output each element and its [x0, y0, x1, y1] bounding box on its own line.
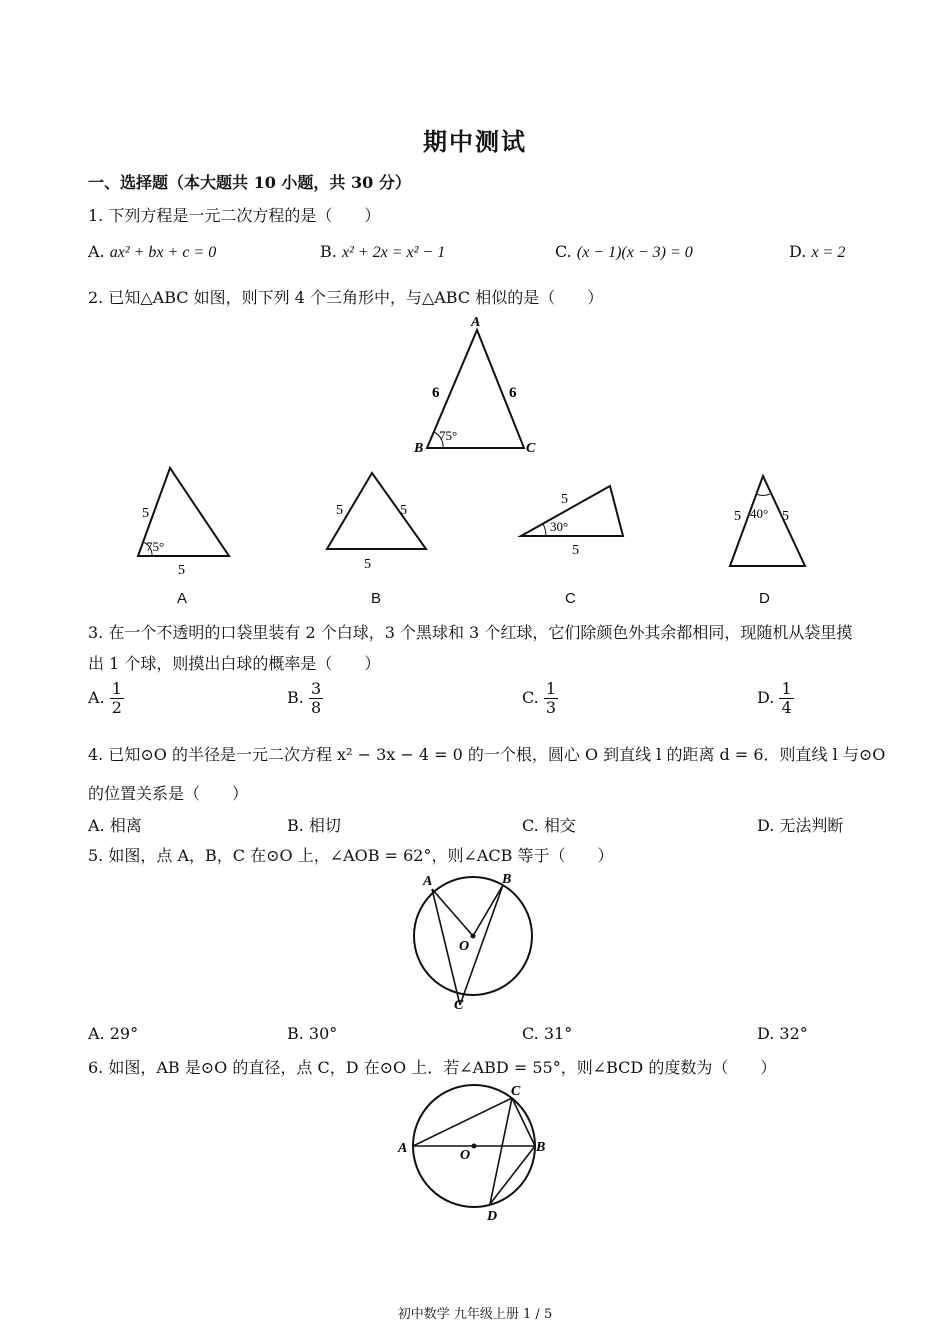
q3-d-numerator: 1: [781, 679, 792, 698]
q3-b-fraction: [309, 680, 323, 717]
q3-option-c[interactable]: [522, 680, 558, 717]
point-c-label: C: [454, 998, 464, 1013]
option-d-shape: [730, 476, 805, 566]
chord-cb: [512, 1098, 535, 1146]
q3-stem-line1: 3. 在一个不透明的口袋里装有 2 个白球，3 个黑球和 3 个红球，它们除颜色外其余都相同，现随机从袋里摸: [88, 623, 853, 642]
q1-option-b[interactable]: [320, 242, 445, 262]
q3-c-fraction: [544, 680, 558, 717]
option-d-side2: 5: [782, 509, 789, 524]
q3-d-fraction: [779, 680, 793, 717]
q1-option-a[interactable]: [88, 242, 216, 262]
q1-stem: 1. 下列方程是一元二次方程的是（ ）: [88, 206, 381, 225]
vertex-a-label: A: [471, 315, 481, 330]
q1-b-prefix: B.: [320, 242, 337, 261]
q5-option-d[interactable]: D. 32°: [757, 1024, 808, 1043]
option-b-side3: 5: [364, 557, 371, 572]
q4-option-b[interactable]: B. 相切: [287, 816, 341, 835]
q4-option-c[interactable]: C. 相交: [522, 816, 576, 835]
q2-caption-d: D: [759, 590, 770, 607]
q1-d-prefix: D.: [789, 242, 807, 261]
option-a-side2: 5: [178, 563, 185, 578]
side-ab-label: 6: [432, 385, 440, 401]
point-o-label: O: [460, 1148, 471, 1163]
q3-c-denominator: 3: [545, 698, 557, 717]
q3-b-prefix: B.: [287, 688, 304, 707]
q2-caption-c: C: [565, 590, 576, 607]
option-c-side1: 5: [561, 492, 568, 507]
page-title: 期中测试: [423, 127, 527, 156]
center-dot: [472, 1144, 477, 1149]
q1-option-d[interactable]: [789, 242, 845, 262]
q3-option-a[interactable]: [88, 680, 124, 717]
option-b-side1: 5: [336, 503, 343, 518]
option-b-side2: 5: [400, 503, 407, 518]
q5-option-c[interactable]: C. 31°: [522, 1024, 573, 1043]
option-c-arc: [543, 524, 546, 536]
q1-a-math: ax² + bx + c = 0: [109, 244, 217, 261]
point-c-label: C: [511, 1084, 521, 1099]
q3-a-fraction: [110, 680, 124, 717]
q4-stem-line1: 4. 已知⊙O 的半径是一元二次方程 x² − 3x − 4 = 0 的一个根，圆心 O 到直线 l 的距离 d = 6．则直线 l 与⊙O: [88, 745, 886, 764]
q1-c-math: (x − 1)(x − 3) = 0: [576, 244, 693, 261]
q6-circle-figure: [395, 1080, 555, 1225]
q3-d-denominator: 4: [781, 698, 792, 717]
q5-option-a[interactable]: A. 29°: [88, 1024, 139, 1043]
q1-a-prefix: A.: [88, 242, 105, 261]
q2-caption-a: A: [177, 590, 188, 607]
point-b-label: B: [502, 872, 512, 887]
q3-option-d[interactable]: [757, 680, 794, 717]
page-footer: 初中数学 九年级上册 1 / 5: [397, 1307, 553, 1322]
q3-b-numerator: 3: [310, 679, 322, 698]
q3-d-prefix: D.: [757, 688, 775, 707]
center-dot: [471, 934, 476, 939]
q3-c-numerator: 1: [545, 679, 557, 698]
option-a-side1: 5: [142, 506, 149, 521]
option-d-arc: [756, 494, 770, 495]
q2-option-a-triangle[interactable]: [130, 462, 240, 582]
q2-option-c-triangle[interactable]: [515, 478, 635, 563]
point-a-label: A: [423, 874, 433, 889]
q5-stem: 5. 如图，点 A，B，C 在⊙O 上，∠AOB = 62°，则∠ACB 等于（ ）: [88, 846, 614, 865]
angle-b-label: 75°: [439, 428, 458, 443]
chord-cd: [490, 1098, 512, 1204]
q3-a-denominator: 2: [111, 698, 122, 717]
q3-a-numerator: 1: [111, 679, 122, 698]
q2-main-triangle: [400, 312, 550, 457]
q3-stem-line2: 出 1 个球，则摸出白球的概率是（ ）: [88, 654, 381, 673]
q3-a-prefix: A.: [88, 688, 105, 707]
q5-circle-figure: [405, 866, 545, 1014]
side-ac-label: 6: [509, 385, 517, 401]
q1-b-math: x² + 2x = x² − 1: [341, 244, 446, 261]
q4-option-d[interactable]: D. 无法判断: [757, 816, 844, 835]
section-heading: 一、选择题（本大题共 10 小题，共 30 分）: [88, 173, 411, 192]
vertex-c-label: C: [526, 441, 536, 456]
option-a-angle: 75°: [146, 539, 165, 554]
option-d-angle: 40°: [750, 506, 769, 521]
point-a-label: A: [398, 1141, 408, 1156]
q5-option-b[interactable]: B. 30°: [287, 1024, 338, 1043]
point-b-label: B: [536, 1140, 546, 1155]
q2-caption-b: B: [371, 590, 382, 607]
option-d-side1: 5: [734, 509, 741, 524]
q3-b-denominator: 8: [310, 698, 322, 717]
q1-d-math: x = 2: [811, 244, 846, 261]
option-c-shape: [521, 486, 623, 536]
q6-stem: 6. 如图，AB 是⊙O 的直径，点 C，D 在⊙O 上．若∠ABD = 55°，则∠BCD 的度数为（ ）: [88, 1058, 777, 1077]
q3-option-b[interactable]: [287, 680, 323, 717]
q2-stem: 2. 已知△ABC 如图，则下列 4 个三角形中，与△ABC 相似的是（ ）: [88, 288, 604, 307]
vertex-b-label: B: [414, 441, 424, 456]
q2-option-d-triangle[interactable]: [725, 470, 815, 575]
option-c-side2: 5: [572, 543, 579, 558]
point-o-label: O: [459, 939, 470, 954]
q1-option-c[interactable]: [555, 242, 693, 262]
q1-c-prefix: C.: [555, 242, 572, 261]
point-d-label: D: [487, 1209, 498, 1224]
q3-c-prefix: C.: [522, 688, 539, 707]
option-c-angle: 30°: [550, 519, 569, 534]
q4-option-a[interactable]: A. 相离: [88, 816, 142, 835]
q4-stem-line2: 的位置关系是（ ）: [88, 784, 249, 803]
q2-option-b-triangle[interactable]: [322, 468, 432, 573]
